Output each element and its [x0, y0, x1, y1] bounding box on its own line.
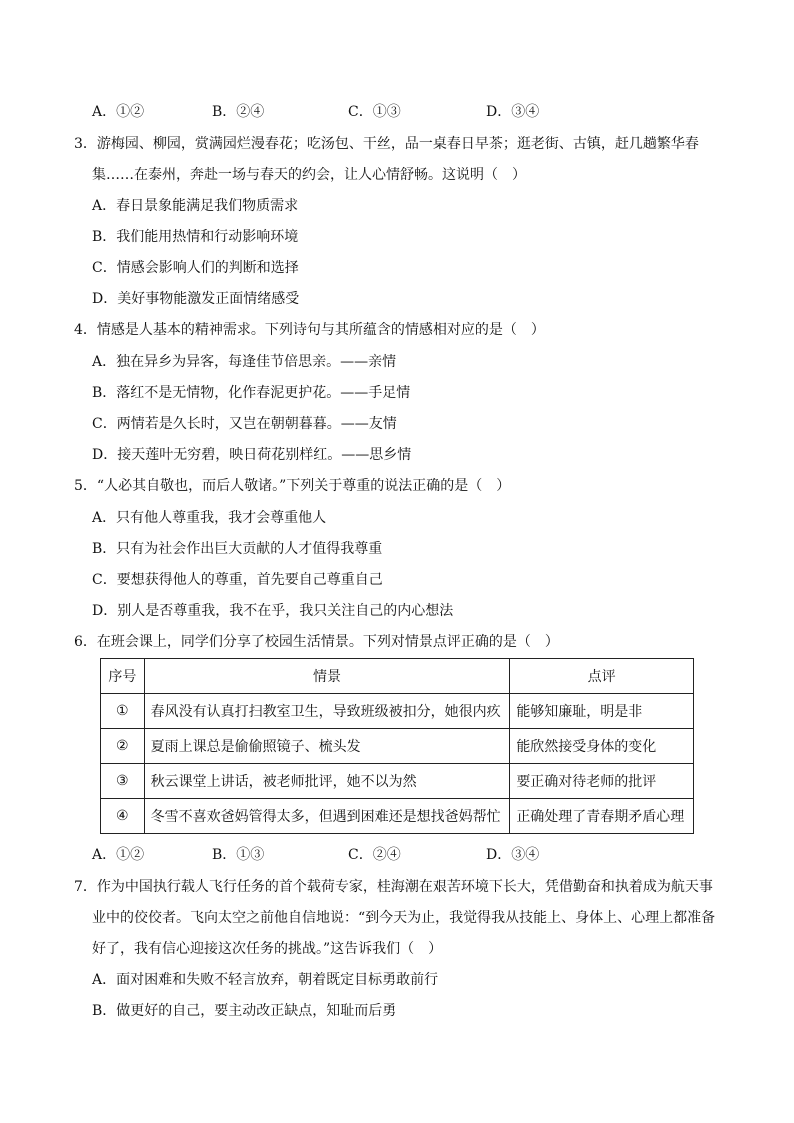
table-row	[101, 799, 694, 834]
q6-option-c: C．②④	[348, 847, 401, 863]
q3-stem-line1: 3．游梅园、柳园，赏满园烂漫春花；吃汤包、干丝，品一桌春日早茶；逛老街、古镇，赶几趟繁华春	[74, 136, 699, 152]
table-cell-comment: 能欣然接受身体的变化	[510, 729, 694, 764]
q6-stem: 6．在班会课上，同学们分享了校园生活情景。下列对情景点评正确的是（ ）	[74, 634, 559, 650]
table-row	[101, 764, 694, 799]
q3-option-d: D．美好事物能激发正面情绪感受	[92, 291, 300, 307]
table-header-number: 序号	[101, 659, 145, 694]
table-cell-scenario: 秋云课堂上讲话，被老师批评，她不以为然	[144, 764, 510, 799]
q6-option-d: D．③④	[486, 847, 540, 863]
q4-option-c: C．两情若是久长时，又岂在朝朝暮暮。——友情	[92, 416, 397, 432]
q2-option-b: B．②④	[212, 104, 265, 120]
q3-option-a: A．春日景象能满足我们物质需求	[92, 198, 299, 214]
table-cell-comment: 正确处理了青春期矛盾心理	[510, 799, 694, 834]
q6-scenario-table	[100, 658, 694, 834]
q6-options	[92, 845, 612, 865]
q4-option-a: A．独在异乡为异客，每逢佳节倍思亲。——亲情	[92, 354, 397, 370]
q7-stem-line3: 好了，我有信心迎接这次任务的挑战。”这告诉我们（ ）	[92, 941, 443, 957]
q5-option-a: A．只有他人尊重我，我才会尊重他人	[92, 510, 327, 526]
q4-stem: 4．情感是人基本的精神需求。下列诗句与其所蕴含的情感相对应的是（ ）	[74, 322, 545, 338]
q2-option-a: A．①②	[92, 104, 145, 120]
table-cell-number: ③	[101, 764, 145, 799]
q3-option-b: B．我们能用热情和行动影响环境	[92, 229, 299, 245]
q2-options	[92, 102, 612, 122]
q5-option-d: D．别人是否尊重我，我不在乎，我只关注自己的内心想法	[92, 603, 454, 619]
table-row	[101, 694, 694, 729]
table-cell-comment: 能够知廉耻，明是非	[510, 694, 694, 729]
q4-option-d: D．接天莲叶无穷碧，映日荷花别样红。——思乡情	[92, 447, 412, 463]
table-cell-number: ①	[101, 694, 145, 729]
q2-option-d: D．③④	[486, 104, 540, 120]
table-header-comment: 点评	[510, 659, 694, 694]
q5-option-c: C．要想获得他人的尊重，首先要自己尊重自己	[92, 572, 383, 588]
q3-stem-line2: 集……在泰州，奔赴一场与春天的约会，让人心情舒畅。这说明（ ）	[92, 167, 526, 183]
q2-option-c: C．①③	[348, 104, 401, 120]
q3-option-c: C．情感会影响人们的判断和选择	[92, 260, 299, 276]
q6-option-a: A．①②	[92, 847, 145, 863]
q5-option-b: B．只有为社会作出巨大贡献的人才值得我尊重	[92, 541, 383, 557]
table-cell-scenario: 春风没有认真打扫教室卫生，导致班级被扣分，她很内疚	[144, 694, 510, 729]
table-cell-number: ②	[101, 729, 145, 764]
table-cell-scenario: 冬雪不喜欢爸妈管得太多，但遇到困难还是想找爸妈帮忙	[144, 799, 510, 834]
q5-stem: 5．“人必其自敬也，而后人敬诸。”下列关于尊重的说法正确的是（ ）	[74, 478, 511, 494]
table-cell-scenario: 夏雨上课总是偷偷照镜子、梳头发	[144, 729, 510, 764]
q6-option-b: B．①③	[212, 847, 265, 863]
q7-option-a: A．面对困难和失败不轻言放弃，朝着既定目标勇敢前行	[92, 972, 439, 988]
table-cell-comment: 要正确对待老师的批评	[510, 764, 694, 799]
table-header-scenario: 情景	[144, 659, 510, 694]
q7-stem-line1: 7．作为中国执行载人飞行任务的首个载荷专家，桂海潮在艰苦环境下长大，凭借勤奋和执着成为航天事	[74, 879, 713, 895]
table-cell-number: ④	[101, 799, 145, 834]
q7-stem-line2: 业中的佼佼者。飞向太空之前他自信地说：“到今天为止，我觉得我从技能上、身体上、心理上都准备	[92, 910, 716, 926]
table-header-row	[101, 659, 694, 694]
q7-option-b: B．做更好的自己，要主动改正缺点，知耻而后勇	[92, 1003, 397, 1019]
table-row	[101, 729, 694, 764]
q4-option-b: B．落红不是无情物，化作春泥更护花。——手足情	[92, 385, 411, 401]
